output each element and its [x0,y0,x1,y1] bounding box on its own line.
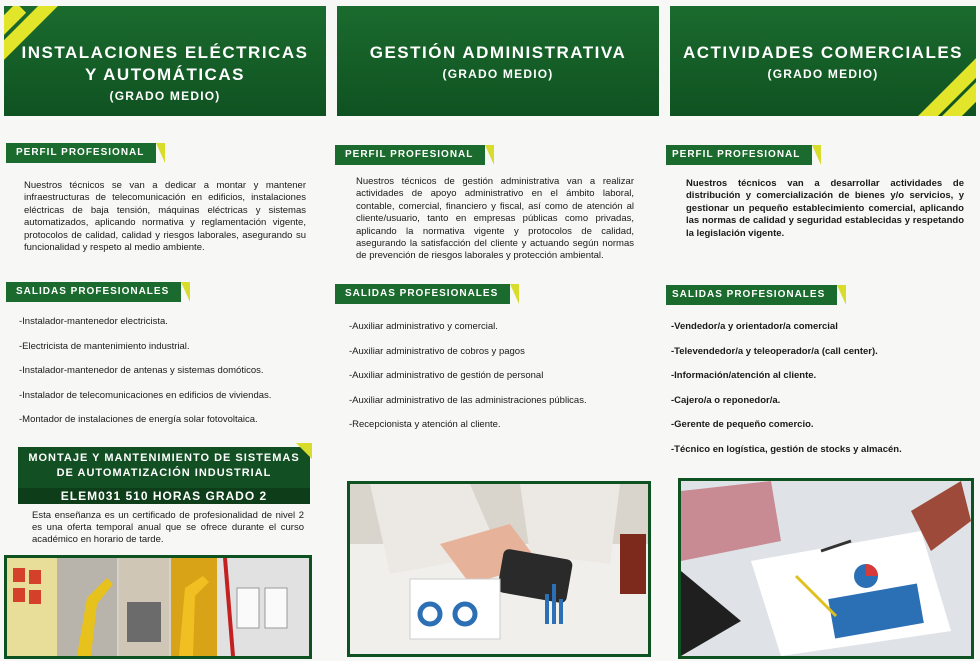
certificado-title-line2: DE AUTOMATIZACIÓN INDUSTRIAL [56,467,272,479]
list-item: -Gerente de pequeño comercio. [671,419,814,431]
header-banner [670,6,976,116]
perfil-text: Nuestros técnicos de gestión administrativa van a realizar actividades de apoyo administrativo en el ámbito laboral, contable, comercial, financiero y fiscal, así como de atención al cliente/usuario, tanto en empresas públicas como privadas, aplicando la normativa vigente y protocolos de calidad, asegurando la satisfacción del cliente y actuando según normas de prevención de riesgos laborales y protección ambiental. [356,176,634,262]
list-item: -Electricista de mantenimiento industrial. [19,340,190,352]
certificado-code: ELEM031 510 HORAS GRADO 2 [18,488,310,504]
header-title-line2: Y AUTOMÁTICAS [85,65,245,84]
header-banner [337,6,659,116]
header-title-line1: INSTALACIONES ELÉCTRICAS [21,43,309,62]
perfil-text: Nuestros técnicos van a desarrollar actividades de distribución y comercialización de bienes y/o servicios, y gestionar un pequeño establecimiento comercial, aplicando las normas de calidad y seguridad establecidas y respetando la legislación vigente. [686,178,964,239]
list-item: -Montador de instalaciones de energía solar fotovoltaica. [19,414,258,426]
list-item: -Vendedor/a y orientador/a comercial [671,321,838,332]
salidas-list [349,321,649,444]
list-item: -Recepcionista y atención al cliente. [349,419,501,431]
salidas-badge: SALIDAS PROFESIONALES [335,284,510,304]
certificado-box [18,447,310,489]
column-comerciales [666,0,980,661]
list-item: -Instalador de telecomunicaciones en edificios de viviendas. [19,389,272,401]
certificado-text: Esta enseñanza es un certificado de profesionalidad de nivel 2 es una oferta temporal anual que se ofrece durante el curso académico en horario de tarde. [32,510,304,545]
header-subtitle: (GRADO MEDIO) [767,67,879,81]
perfil-badge: PERFIL PROFESIONAL [6,143,156,163]
column-gestion [333,0,663,661]
perfil-badge: PERFIL PROFESIONAL [666,145,812,165]
certificado-title-line1: MONTAJE Y MANTENIMIENTO DE SISTEMAS [28,452,300,464]
office-photo [347,481,651,657]
list-item: -Auxiliar administrativo y comercial. [349,321,498,332]
salidas-badge: SALIDAS PROFESIONALES [666,285,837,305]
column-instalaciones [0,0,330,661]
header-title: ACTIVIDADES COMERCIALES [682,43,964,62]
salidas-list [19,316,319,439]
business-photo [678,478,974,659]
list-item: -Técnico en logística, gestión de stocks y almacén. [671,443,902,455]
list-item: -Televendedor/a y teleoperador/a (call center). [671,345,878,357]
header-subtitle: (GRADO MEDIO) [442,67,554,81]
perfil-badge: PERFIL PROFESIONAL [335,145,485,165]
automation-photo [4,555,312,659]
salidas-list [671,321,971,469]
header-subtitle: (GRADO MEDIO) [109,89,221,103]
header-banner [4,6,326,116]
salidas-badge: SALIDAS PROFESIONALES [6,282,181,302]
list-item: -Instalador-mantenedor electricista. [19,316,168,327]
header-title: GESTIÓN ADMINISTRATIVA [369,43,627,62]
list-item: -Información/atención al cliente. [671,370,817,382]
list-item: -Instalador-mantenedor de antenas y sistemas domóticos. [19,365,264,377]
list-item: -Auxiliar administrativo de las administraciones públicas. [349,394,587,406]
list-item: -Auxiliar administrativo de gestión de personal [349,370,544,382]
list-item: -Cajero/a o reponedor/a. [671,394,781,406]
list-item: -Auxiliar administrativo de cobros y pagos [349,345,525,357]
perfil-text: Nuestros técnicos se van a dedicar a montar y mantener infraestructuras de telecomunicación en edificios, instalaciones eléctricas de baja tensión, máquinas eléctricas y sistemas automatizados, aplicando normativa y reglamentación vigente, protocolos de calidad, calidad y riesgos laborales, asegurando su funcionalidad y respeto al medio ambiente. [24,180,306,254]
